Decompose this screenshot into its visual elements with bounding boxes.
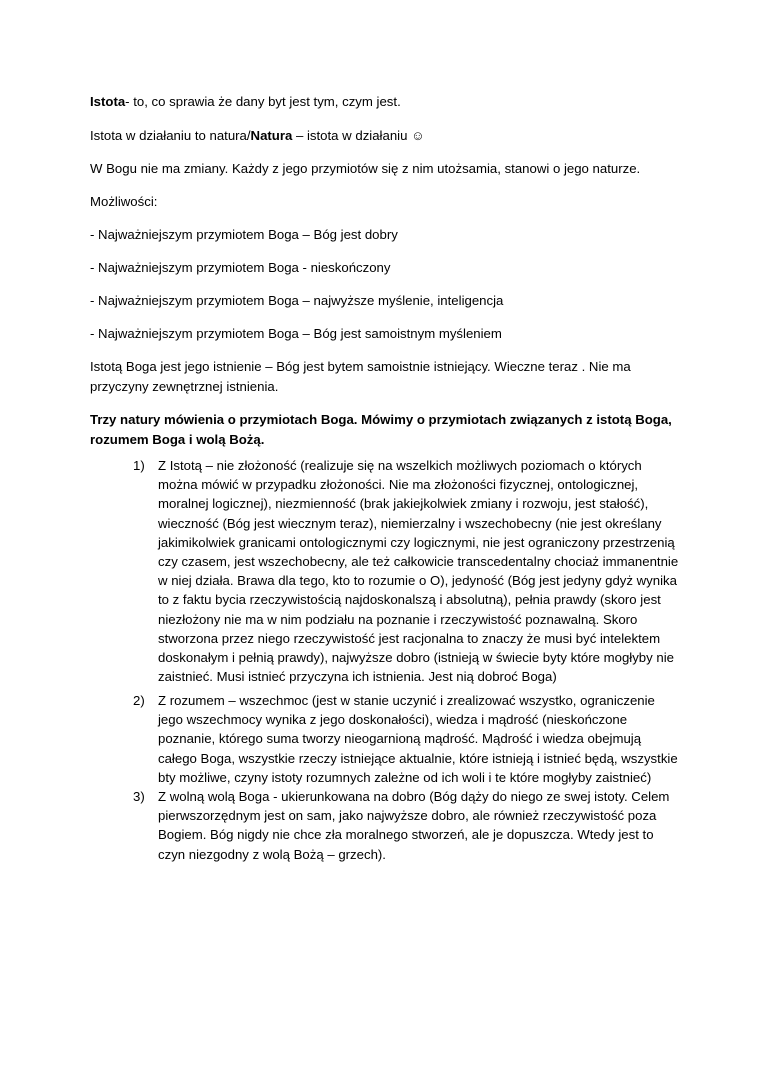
list-item-text: Z Istotą – nie złożoność (realizuje się na wszelkich możliwych poziomach o których można mówić w przypadku złożoności. Nie ma złożoności fizycznej, ontologicznej, moralnej logicznej), niezmienność (brak jakiejkolwiek zmiany i rozwoju, jest stałość), wieczność (Bóg jest wiecznym teraz), niemierzalny i wszechobecny (nie jest określany jakimikolwiek granicami ontologicznymi czy logicznymi, nie jest ograniczony przestrzenią czy czasem, jest wszechobecny, ale też całkowicie transcedentalny chociaż immanentnie w niej działa. Brawa dla tego, kto to rozumie o O), jedyność (Bóg jest jedyny gdyż wynika to z faktu bycia rzeczywistością najdoskonalszą i absolutną), pełnia prawdy (skoro jest niezłożony nie ma w nim podziału na poznanie i rzeczywistość poznawalną. Skoro stworzona przez niego rzeczywistość jest racjonalna to znaczy że musi być intelektem doskonałym i pełnią prawdy), najwyższe dobro (istnieją w świecie byty które mogłyby nie zaistnieć. Musi istnieć przyczyna ich istnienia. Jest nią dobroć Boga) [158,458,679,685]
list-item [90,456,680,691]
istota-definition [90,92,690,111]
possibility-item: - Najważniejszym przymiotem Boga – najwyższe myślenie, inteligencja [90,293,504,308]
list-item [90,691,680,787]
essence-paragraph: Istotą Boga jest jego istnienie – Bóg jest bytem samoistnie istniejący. Wieczne teraz . Nie ma przyczyny zewnętrznej istnienia. [90,359,631,394]
possibilities-heading: Możliwości: [90,194,158,209]
possibility-item: - Najważniejszym przymiotem Boga - nieskończony [90,260,391,275]
list-item [90,787,680,864]
possibility-item: - Najważniejszym przymiotem Boga – Bóg jest dobry [90,227,398,242]
natura-definition-text: – istota w działaniu ☺ [292,128,425,143]
list-item-number: 3) [133,789,145,804]
attributes-list [90,456,680,864]
list-item-number: 1) [133,458,145,473]
list-item-text: Z rozumem – wszechmoc (jest w stanie uczynić i zrealizować wszystko, ograniczenie jego wszechmocy wynika z jego doskonałości), wiedza i mądrość (nieskończone poznanie, którego suma tworzy nieogarnioną mądrość. Mądrość i wiedza obejmują całego Boga, wszystkie rzeczy istniejące aktualnie, które istnieją i istnieć będą, wszystkie bty możliwe, czyny istoty rozumnych zależne od ich woli i te które mogłyby zaistnieć) [158,693,678,785]
list-item-number: 2) [133,693,145,708]
three-natures-heading: Trzy natury mówienia o przymiotach Boga. Mówimy o przymiotach związanych z istotą Boga, rozumem Boga i wolą Bożą. [90,412,672,447]
possibility-item: - Najważniejszym przymiotem Boga – Bóg jest samoistnym myśleniem [90,326,502,341]
natura-definition [90,126,690,145]
no-change-paragraph: W Bogu nie ma zmiany. Każdy z jego przymiotów się z nim utożsamia, stanowi o jego naturze. [90,161,641,176]
natura-prefix: Istota w działaniu to natura/ [90,128,251,143]
natura-term: Natura [250,128,293,143]
list-item-text: Z wolną wolą Boga - ukierunkowana na dobro (Bóg dąży do niego ze swej istoty. Celem pierwszorzędnym jest on sam, jako najwyższe dobro, ale również rzeczywistość poza Bogiem. Bóg nigdy nie chce zła moralnego stworzeń, ale je dopuszcza. Wtedy jest to czyn niezgodny z wolą Bożą – grzech). [158,789,670,862]
istota-definition-text: - to, co sprawia że dany byt jest tym, czym jest. [125,94,401,109]
istota-term: Istota [90,94,126,109]
